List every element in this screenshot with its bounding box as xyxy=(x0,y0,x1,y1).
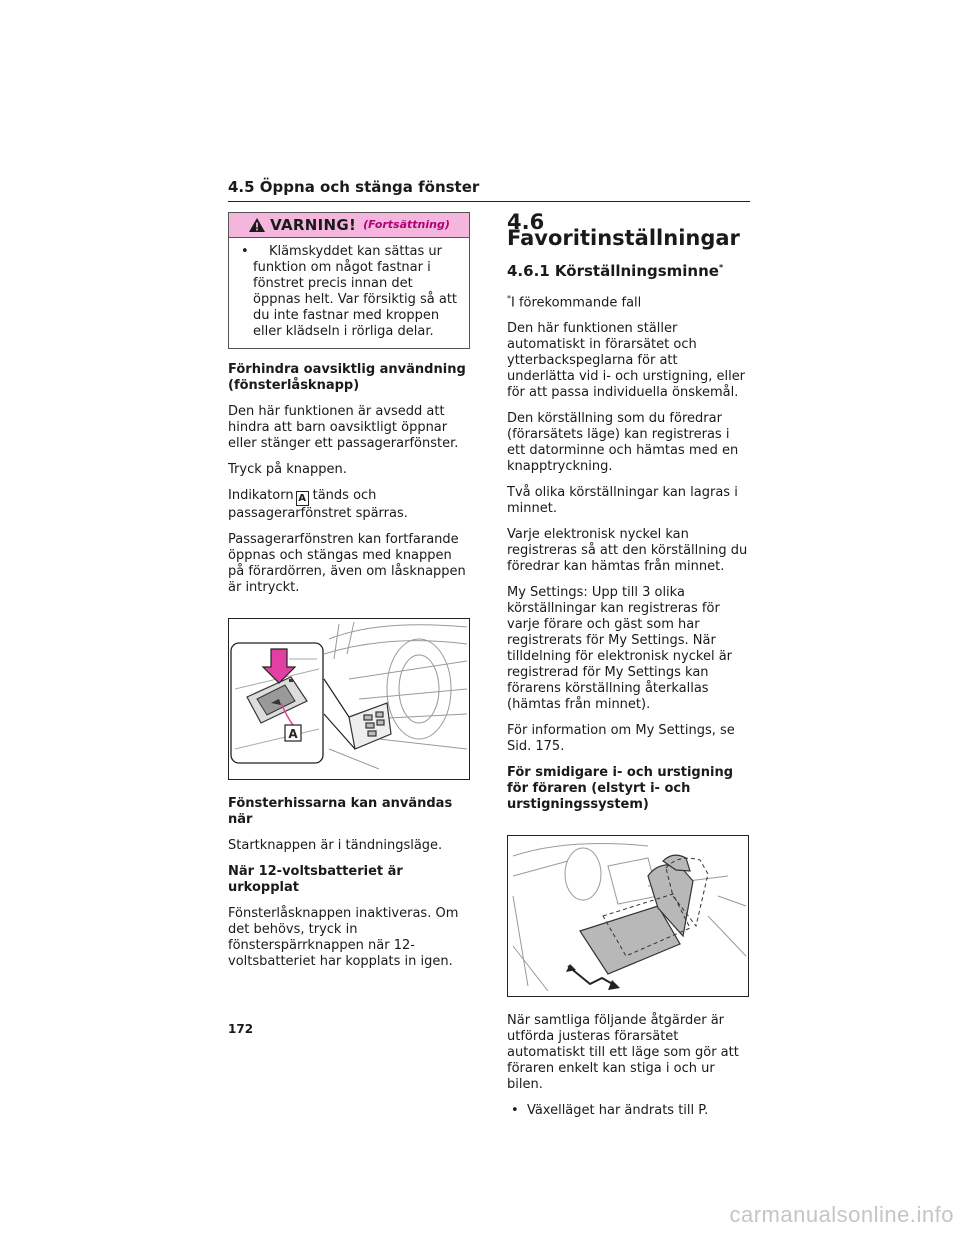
indicator-a-label: A xyxy=(296,491,309,506)
paragraph: My Settings: Upp till 3 olika körställningar kan registreras för varje förare och gäst som har registrerats för My Settings. När tilldelning för elektronisk nyckel är registrerad för My Settings kan förarens körställning återkallas (hämtas från minnet). xyxy=(507,585,733,713)
paragraph: Den här funktionen är avsedd att hindra att barn oavsiktligt öppnar eller stänger ett passagerarfönster. xyxy=(228,404,459,451)
warning-triangle-icon xyxy=(248,217,266,233)
right-column xyxy=(507,212,749,1119)
paragraph: Den här funktionen ställer automatiskt in förarsätet och ytterbackspeglarna för att underlätta vid i- och urstigning, eller för att passa individuella önskemål. xyxy=(507,321,746,401)
footnote xyxy=(507,291,749,311)
heading-easy-access: För smidigare i- och urstigning för föraren (elstyrt i- och urstigningssystem) xyxy=(507,765,734,813)
warning-bullet: • Klämskyddet kan sättas ur funktion om något fastnar i fönstret precis innan det öppnas helt. Var försiktig så att du inte fastnar med kroppen eller klädseln i rörliga delar. xyxy=(241,244,458,339)
paragraph: Varje elektronisk nyckel kan registreras så att den körställning du föredrar kan hämtas från minnet. xyxy=(507,527,748,575)
footnote-mark: * xyxy=(507,294,511,303)
list-item-text: Växelläget har ändrats till P. xyxy=(526,1103,709,1119)
paragraph: Passagerarfönstren kan fortfarande öppnas och stängas med knappen på förardörren, även om låsknappen är intryckt. xyxy=(228,532,466,595)
paragraph-indicator xyxy=(228,488,470,522)
paragraph: Två olika körställningar kan lagras i minnet. xyxy=(507,485,738,517)
warning-bullet-text: Klämskyddet kan sättas ur funktion om något fastnar i fönstret precis innan det öppnas helt. Var försiktig så att du inte fastnar med kroppen eller klädseln i rörliga delar. xyxy=(253,244,458,339)
indicator-text-post: tänds och passagerarfönstret spärras. xyxy=(228,488,408,521)
indicator-text-pre: Indikatorn xyxy=(228,488,294,503)
paragraph: Startknappen är i tändningsläge. xyxy=(228,838,443,853)
footnote-text: I förekommande fall xyxy=(511,295,642,311)
paragraph: När samtliga följande åtgärder är utförda justeras förarsätet automatiskt till ett läge som gör att föraren enkelt kan stiga i och ur bilen. xyxy=(507,1013,739,1093)
left-column xyxy=(228,212,470,980)
window-lock-figure xyxy=(228,618,470,780)
heading-windows-usable: Fönsterhissarna kan användas när xyxy=(228,796,453,827)
paragraph: Fönsterlåsknappen inaktiveras. Om det behövs, tryck in fönsterspärrknappen när 12-voltsbatteriet har kopplats in igen. xyxy=(228,906,459,969)
warning-subtitle: (Fortsättning) xyxy=(363,218,450,231)
seat-figure xyxy=(507,835,749,997)
list-item: • Växelläget har ändrats till P. xyxy=(511,1103,709,1119)
seat-illustration xyxy=(508,836,748,991)
watermark: carmanualsonline.info xyxy=(729,1202,954,1227)
heading-prevent-use: Förhindra oavsiktlig användning (fönsterlåsknapp) xyxy=(228,362,466,393)
subsection-title xyxy=(507,260,749,279)
paragraph-reference: För information om My Settings, se Sid. 175. xyxy=(507,723,735,755)
paragraph: Den körställning som du föredrar (förarsätets läge) kan registreras i ett datorminne och hämtas med en knapptryckning. xyxy=(507,411,739,475)
section-title: 4.6 Favoritinställningar xyxy=(507,210,740,250)
warning-box xyxy=(228,212,470,349)
subsection-title-text: 4.6.1 Körställningsminne xyxy=(507,262,719,280)
warning-body xyxy=(229,238,469,348)
warning-header xyxy=(229,213,469,238)
page-number: 172 xyxy=(228,1022,254,1036)
warning-title: VARNING! xyxy=(270,216,357,234)
window-lock-illustration xyxy=(229,619,469,774)
paragraph: Tryck på knappen. xyxy=(228,462,347,477)
subsection-mark: * xyxy=(718,263,724,272)
heading-battery-disconnected: När 12-voltsbatteriet är urkopplat xyxy=(228,864,403,895)
figure-label-a: A xyxy=(288,727,298,741)
section-header: 4.5 Öppna och stänga fönster xyxy=(228,178,750,202)
